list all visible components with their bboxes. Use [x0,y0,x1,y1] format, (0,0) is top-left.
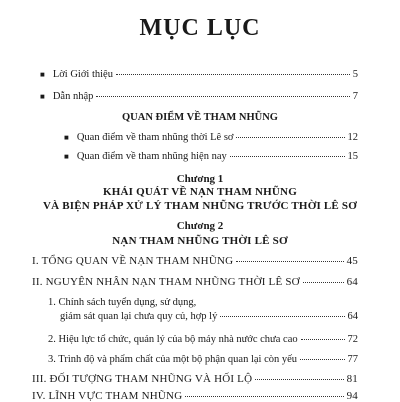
page-title: MỤC LỤC [139,15,261,41]
toc-subentry-management[interactable] [48,334,358,345]
dot-leader [236,137,344,138]
toc-page-number: 45 [346,255,358,267]
toc-entry-causes[interactable] [32,276,358,288]
toc-entry-label: I. TỔNG QUAN VỀ NẠN THAM NHŨNG [32,255,234,267]
chapter-title: NẠN THAM NHŨNG THỜI LÊ SƠ [112,235,288,247]
toc-page-number: 72 [347,334,358,345]
toc-page-number: 64 [347,311,358,322]
dot-leader [303,282,344,283]
toc-entry-label: 1. Chính sách tuyển dụng, sử dụng, [48,297,197,308]
toc-page-number: 77 [347,354,358,365]
dot-leader [116,74,350,75]
dot-leader [96,96,349,97]
toc-entry-view-le-so[interactable] [64,132,358,143]
bullet-icon: ■ [64,133,69,142]
toc-page-number: 5 [352,69,358,80]
toc-entry-label: Dẫn nhập [52,91,94,102]
dot-leader [185,396,343,397]
chapter-label: Chương 2 [176,220,224,232]
toc-page-number: 94 [346,390,358,402]
toc-entry-targets[interactable] [32,373,358,385]
toc-subentry-quality[interactable] [48,354,358,365]
dot-leader [300,359,344,360]
chapter-title: KHÁI QUÁT VỀ NẠN THAM NHŨNG [103,186,297,198]
toc-page-number: 15 [347,151,358,162]
toc-subentry-recruitment[interactable] [48,296,358,324]
dot-leader [236,261,343,262]
section-title: QUAN ĐIỂM VỀ THAM NHŨNG [122,112,278,123]
toc-page-number: 81 [346,373,358,385]
toc-entry-label: giám sát quan lại chưa quy củ, hợp lý [60,311,218,322]
chapter-title: VÀ BIỆN PHÁP XỬ LÝ THAM NHŨNG TRƯỚC THỜI LÊ SƠ [43,200,357,212]
dot-leader [301,339,345,340]
toc-entry-view-now[interactable] [64,151,358,162]
toc-page-number: 7 [352,91,358,102]
bullet-icon: ■ [64,152,69,161]
dot-leader [220,316,344,317]
toc-page-number: 64 [346,276,358,288]
bullet-icon: ■ [40,92,45,101]
toc-page-number: 12 [347,132,358,143]
toc-entry-overview[interactable] [32,255,358,267]
toc-entry-label: Lời Giới thiệu [52,69,113,80]
toc-entry-label: II. NGUYÊN NHÂN NẠN THAM NHŨNG THỜI LÊ SƠ [32,276,300,288]
toc-entry-label: 2. Hiệu lực tổ chức, quản lý của bộ máy nhà nước chưa cao [48,334,298,345]
toc-entry-fields[interactable] [32,390,358,402]
toc-entry-preface[interactable] [40,91,358,102]
toc-entry-label: IV. LĨNH VỰC THAM NHŨNG [32,390,183,402]
toc-entry-label: 3. Trình độ và phẩm chất của một bộ phận quan lại còn yếu [48,354,298,365]
dot-leader [255,379,343,380]
dot-leader [230,156,345,157]
bullet-icon: ■ [40,70,45,79]
toc-entry-label: III. ĐỐI TƯỢNG THAM NHŨNG VÀ HỐI LỘ [32,373,253,385]
chapter-label: Chương 1 [176,173,224,185]
toc-entry-intro[interactable] [40,69,358,80]
toc-entry-label: Quan điểm về tham nhũng hiện nay [76,151,227,162]
toc-entry-label: Quan điểm về tham nhũng thời Lê sơ [76,132,234,143]
